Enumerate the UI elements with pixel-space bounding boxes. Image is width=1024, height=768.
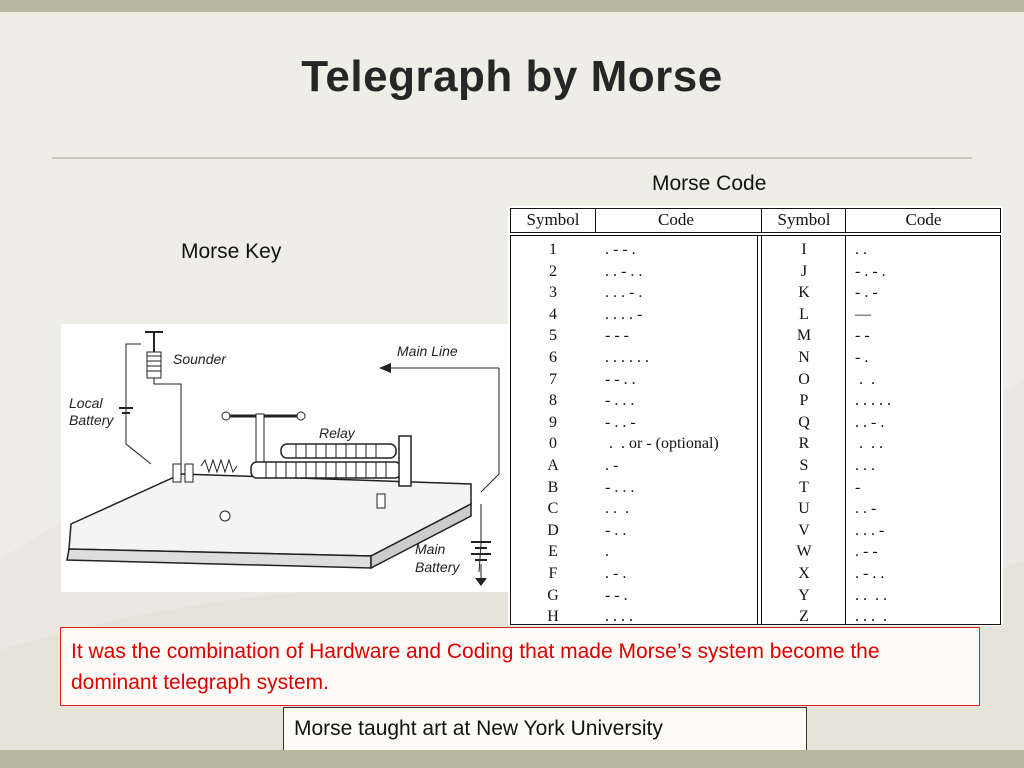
table-cell-code: . - . xyxy=(605,564,627,582)
code-column-left xyxy=(597,239,755,624)
slide-title: Telegraph by Morse xyxy=(301,52,723,101)
telegraph-illustration xyxy=(61,324,508,592)
label-main-battery-2: Battery xyxy=(415,559,460,575)
table-cell-code: . - - xyxy=(855,543,878,561)
highlight-note: It was the combination of Hardware and Coding that made Morse’s system become the dominant telegraph system. xyxy=(60,627,980,706)
table-cell-code: . . xyxy=(855,241,867,258)
table-cell-symbol: D xyxy=(547,521,559,539)
table-cell-code: . . . - xyxy=(855,521,885,539)
table-cell-symbol: U xyxy=(798,500,810,518)
table-cell-symbol: 5 xyxy=(549,327,557,345)
morse-key-label: Morse Key xyxy=(181,240,282,263)
label-relay: Relay xyxy=(319,425,355,441)
table-cell-symbol: O xyxy=(798,370,810,388)
table-cell-code: - - . . xyxy=(605,370,636,388)
table-cell-code: - - xyxy=(855,327,870,345)
table-cell-symbol: N xyxy=(798,348,810,366)
table-cell-code: . - . . xyxy=(855,564,885,582)
table-cell-symbol: 3 xyxy=(549,284,557,302)
header-code-2: Code xyxy=(905,210,942,229)
table-cell-symbol: Q xyxy=(798,413,810,431)
table-cell-symbol: E xyxy=(548,543,558,561)
label-main-battery-1: Main xyxy=(415,541,446,557)
table-cell-code: - . . . xyxy=(605,478,635,496)
table-cell-code: . - xyxy=(605,456,619,474)
table-cell-symbol: P xyxy=(799,392,809,410)
morse-code-label: Morse Code xyxy=(652,172,767,195)
table-cell-symbol: 7 xyxy=(549,370,557,388)
table-cell-symbol: 0 xyxy=(549,435,557,453)
morse-code-table xyxy=(508,206,1003,626)
bottom-accent-bar xyxy=(0,750,1024,768)
table-cell-code: . . . . xyxy=(855,586,887,604)
table-cell-code: - . - . xyxy=(855,262,886,280)
table-cell-code: . xyxy=(605,543,609,561)
table-cell-symbol: G xyxy=(547,586,559,604)
table-cell-code: . . - . . xyxy=(605,262,643,280)
table-cell-code: . . . . . xyxy=(855,392,891,410)
table-cell-code: . - - . xyxy=(605,241,636,258)
table-cell-symbol: W xyxy=(796,543,812,561)
table-cell-code: . . . . xyxy=(605,608,633,626)
fact-note: Morse taught art at New York University xyxy=(283,707,807,751)
table-cell-code: - . xyxy=(855,348,869,366)
header-code-1: Code xyxy=(658,210,694,229)
label-local-battery-2: Battery xyxy=(69,412,114,428)
table-cell-symbol: I xyxy=(801,241,807,258)
table-cell-code: - . . - xyxy=(605,413,636,431)
code-column-right xyxy=(847,239,1000,624)
table-cell-code: . . . xyxy=(605,500,629,518)
table-cell-symbol: C xyxy=(547,500,559,518)
table-cell-code: . . or - (optional) xyxy=(605,435,719,453)
table-cell-symbol: X xyxy=(798,564,810,582)
table-cell-symbol: 9 xyxy=(549,413,557,431)
label-sounder: Sounder xyxy=(173,351,226,367)
table-cell-code: - . . xyxy=(605,521,627,539)
table-cell-symbol: H xyxy=(547,608,559,626)
table-cell-symbol: L xyxy=(799,305,809,323)
table-cell-symbol: K xyxy=(798,284,810,302)
table-cell-symbol: 1 xyxy=(549,241,557,258)
table-cell-symbol: M xyxy=(796,327,812,345)
table-cell-symbol: R xyxy=(798,435,810,453)
header-symbol-2: Symbol xyxy=(777,210,831,229)
table-cell-code: . . . . . . xyxy=(605,348,649,366)
table-cell-code: - - . xyxy=(605,586,628,604)
table-cell-symbol: 6 xyxy=(549,348,557,366)
symbol-column-right xyxy=(763,239,845,624)
table-cell-code: - . - xyxy=(855,284,878,302)
table-cell-symbol: F xyxy=(548,564,558,582)
table-header xyxy=(510,208,1001,233)
symbol-column-left xyxy=(511,239,595,624)
table-cell-code: . . - xyxy=(855,500,877,518)
label-main-line: Main Line xyxy=(397,343,458,359)
table-cell-symbol: 2 xyxy=(549,262,557,280)
table-cell-code: . . xyxy=(855,370,875,388)
table-cell-code: . . . xyxy=(855,435,883,453)
table-cell-code: . . . - . xyxy=(605,284,643,302)
table-cell-symbol: V xyxy=(798,521,810,539)
table-cell-code: - xyxy=(855,478,861,496)
header-symbol-1: Symbol xyxy=(526,210,580,229)
table-cell-symbol: A xyxy=(547,456,559,474)
table-cell-symbol: T xyxy=(799,478,809,496)
table-cell-symbol: B xyxy=(547,478,559,496)
table-body xyxy=(510,235,1001,625)
table-cell-symbol: Y xyxy=(798,586,810,604)
table-cell-code: - - - xyxy=(605,327,629,345)
table-cell-symbol: J xyxy=(800,262,808,280)
table-cell-symbol: 4 xyxy=(549,305,557,323)
table-cell-code: . . - . xyxy=(855,413,885,431)
table-cell-code: . . . . - xyxy=(605,305,643,323)
table-cell-symbol: S xyxy=(799,456,809,474)
table-cell-symbol: Z xyxy=(799,608,809,626)
title-divider xyxy=(52,157,972,159)
table-cell-code: — xyxy=(855,305,871,323)
table-cell-code: . . . . xyxy=(855,608,887,626)
label-local-battery-1: Local xyxy=(69,395,103,411)
table-cell-code: - . . . xyxy=(605,392,635,410)
table-cell-code: . . . xyxy=(855,456,875,474)
table-cell-symbol: 8 xyxy=(549,392,557,410)
